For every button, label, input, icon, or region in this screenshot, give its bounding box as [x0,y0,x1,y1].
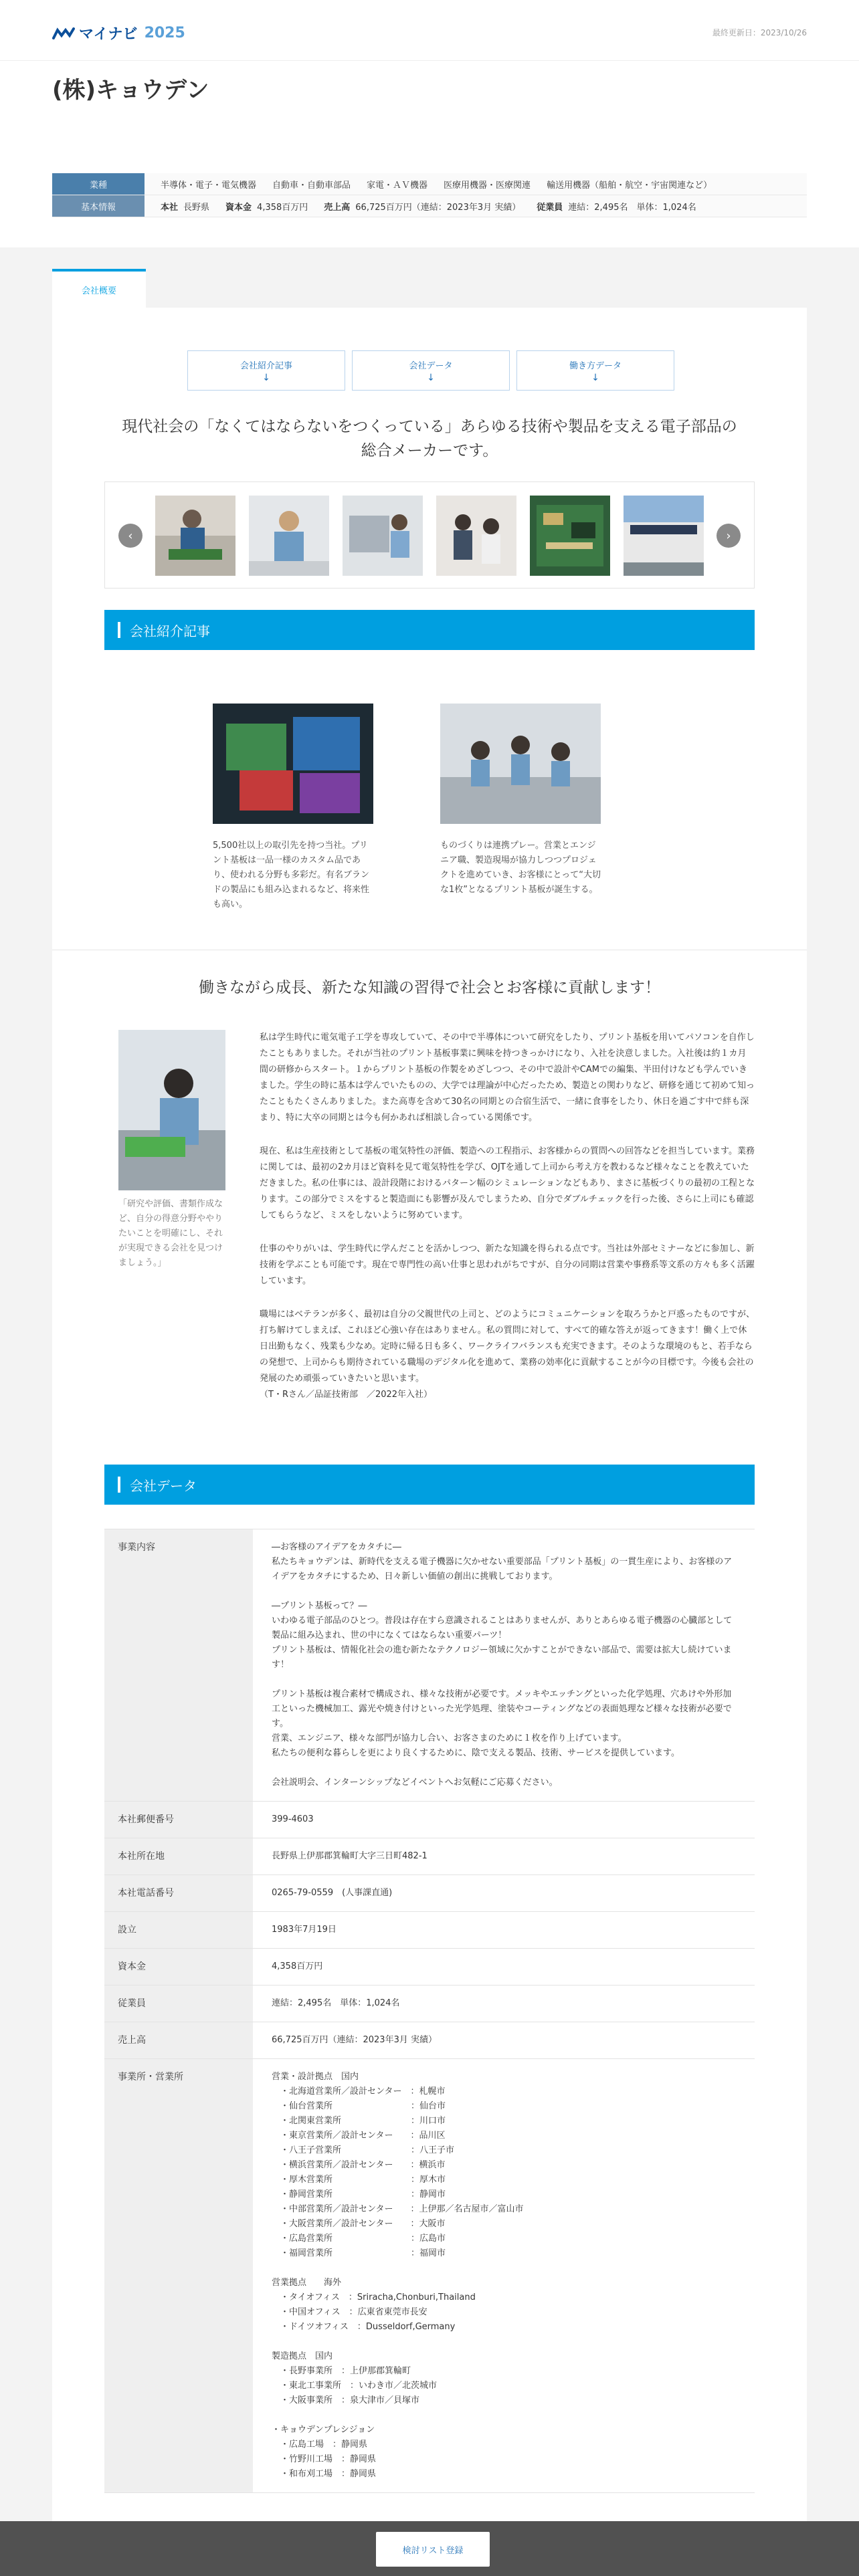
add-to-list-button[interactable]: 検討リスト登録 [376,2532,490,2567]
row-value: 0265-79-0559 (人事課直通) [272,1888,393,1898]
carousel-photo[interactable] [249,496,329,576]
carousel-thumbnails [155,496,704,576]
row-label: 事業所・営業所 [104,2059,253,2492]
table-row [104,2059,755,2493]
photo-carousel [104,481,755,588]
industry-item: 家電・ＡＶ機器 [367,180,428,191]
section-heading-intro: 会社紹介記事 [104,610,755,650]
sales-info [324,200,520,213]
row-value: 399-4603 [272,1814,314,1824]
logo-year: 2025 [144,25,185,41]
row-label: 本社所在地 [104,1838,253,1874]
row-label: 本社電話番号 [104,1875,253,1911]
employees-value: 連結：2,495名 単体：1,024名 [568,202,696,213]
anchor-label: 会社紹介記事 [240,360,292,371]
carousel-photo[interactable] [436,496,516,576]
carousel-prev-button[interactable]: ‹ [118,524,142,548]
catchphrase [92,415,767,463]
article-text: ものづくりは連携プレー。営業とエンジニア職、製造現場が協力しつつプロジェクトを進めていき、お客様にとって“大切な1枚”となるプリント基板が誕生する。 [440,841,601,895]
arrow-down-icon: ↓ [427,372,435,383]
row-value: 連結：2,495名 単体：1,024名 [272,1998,400,2008]
capital-value: 4,358百万円 [257,202,308,213]
carousel-photo[interactable] [155,496,235,576]
arrow-down-icon: ↓ [262,372,270,383]
capital-label: 資本金 [225,202,252,213]
interview-photo [118,1030,225,1190]
table-row [104,1802,755,1838]
anchor-company-data-button[interactable] [352,350,510,391]
carousel-next-button[interactable]: › [717,524,741,548]
carousel-photo[interactable] [624,496,704,576]
table-row [104,1838,755,1875]
industry-item: 自動車・自動車部品 [272,180,351,191]
catchphrase-line: 現代社会の「なくてはならないをつくっている」あらゆる技術や製品を支える電子部品の [122,418,737,435]
table-row [104,1875,755,1912]
basic-info-values [145,195,696,217]
table-row [104,2022,755,2059]
row-value: 66,725百万円（連結：2023年3月 実績） [272,2035,437,2045]
row-value: 長野県上伊那郡箕輪町大字三日町482-1 [272,1851,427,1861]
overview-panel [52,308,807,2576]
interview-paragraph: 職場にはベテランが多く、最初は自分の父親世代の上司と、どのようにコミュニケーションを取ろうかと戸惑ったものですが、打ち解けてしまえば、これほど心強い存在はありません。私の質問に対して、すべて的確な答えが返ってきます！働く上で休日出勤もなく、残業も少なめ。定時に帰る日も多く、ワークライフバランスも充実できます。そのような環境のもと、若手ならの発想で、上司からも期待されている職場のデジタル化を進めて、業務の効率化に貢献することが今の目標です。今後も会社の発展のため頑張っていきたいと思います。 （T・Rさん／品証技術部 ／2022年入社） [260,1309,755,1400]
table-row [104,1949,755,1985]
row-label: 資本金 [104,1949,253,1985]
hq-value: 長野県 [183,202,210,213]
sticky-footer [0,2521,859,2576]
industry-item: 半導体・電子・電気機器 [161,180,257,191]
employees-info [537,200,696,213]
anchor-work-style-button[interactable] [516,350,674,391]
row-value: ―お客様のアイデアをカタチに― 私たちキョウデンは、新時代を支える電子機器に欠かせない重要部品「プリント基板」の一貫生産により、お客様のアイデアをカタチにするため、日々新しい価値の創出に挑戦しております。 ―プリント基板って？― いわゆる電子部品のひとつ。普段は存在すら意識されることはありませんが、ありとあらゆる電子機器の心臓部として製品に組み込まれ、世の中になくてはならない重要パーツ！ プリント基板は、情報化社会の進む新たなテクノロジー領域に欠かすことができない部品で、需要は拡大し続けています！ プリント基板は複合素材で構成され、様々な技術が必要です。メッキやエッチングといった化学処理、穴あけや外形加工といった機械加工、露光や焼き付けといった光学処理、塗装やコーティングなどの表面処理など様々な技術が必要です。 営業、エンジニア、様々な部門が協力し合い、お客さまのために１枚を作り上げています。 私たちの便利な暮らしを更により良くするために、陰で支える製品、技術、サービスを提供しています。 会社説明会、インターンシップなどイベントへお気軽にご応募ください。 [272,1542,733,1788]
row-label: 本社郵便番号 [104,1802,253,1838]
industry-label: 業種 [52,173,145,195]
anchor-intro-article-button[interactable] [187,350,345,391]
article-photo-team-meeting [440,704,601,824]
interview-paragraph: 仕事のやりがいは、学生時代に学んだことを活かしつつ、新たな知識を得られる点です。当社は外部セミナーなどに参加し、新技術を学ぶことも可能です。現在で専門性の高い仕事と思われがちですが、自分の同期は営業や事務系等文系の方々も多く活躍しています。 [260,1244,755,1286]
interview-title: 働きながら成長、新たな知識の習得で社会とお客様に貢献します！ [199,979,660,996]
interview-paragraph: 私は学生時代に電気電子工学を専攻していて、その中で半導体について研究をしたり、プリント基板を用いてパソコンを自作したこともありました。それが当社のプリント基板事業に興味を持つきっかけになり、入社を決意しました。入社後は約１カ月間の研修からスタート。１からプリント基板の作製をめざしつつ、その中で設計やCAMでの編集、半田付けなども学んでいきました。学生の時に基本は学んでいたものの、大学では理論が中心だったため、製造との関わりなど、研修を通じて初めて知ったこともたくさんありました。また高専を含めて30名の同期との合宿生活で、一緒に食事をしたり、休日を過ごす中で絆も深まり、特に大卒の同期とは今も何かあれば相談し合っている関係です。 [260,1033,755,1123]
industry-item: 医療用機器・医療関連 [444,180,531,191]
mynavi-logo-icon [52,27,75,39]
intro-articles [213,704,601,912]
anchor-nav [187,350,674,391]
table-row [104,1912,755,1949]
tab-company-overview[interactable]: 会社概要 [52,269,146,308]
catchphrase-line: 総合メーカーです。 [361,442,498,459]
interview-paragraph: 現在、私は生産技術として基板の電気特性の評価、製造への工程指示、お客様からの質問への回答などを担当しています。業務に関しては、最初の2カ月ほど資料を見て電気特性を学び、OJTを通して上司から考え方を教わるなど様々なことを教えていただきました。私の仕事には、設計段階におけるパターン幅のシミュレーションなどもあり、まさに基板づくりの最初の工程となります。この部分でミスをすると製造面にも影響が及んでしまうため、自分でダブルチェックを行った後、さらに上司にも確認してもらうなど、ミスをしないように努めています。 [260,1146,755,1220]
arrow-down-icon: ↓ [591,372,599,383]
employees-label: 従業員 [537,202,563,213]
row-value: 営業・設計拠点 国内 ・北海道営業所／設計センター ：札幌市 ・仙台営業所 ：仙台市 ・北関東営業所 ：川口市 ・東京営業所／設計センター ：品川区 ・八王子営業所 ：八王子市 ・横浜営業所／設計センター ：横浜市 ・厚木営業所 ：厚木市 ・静岡営業所 ：静岡市 ・中部営業所／設計センター ：上伊那／名古屋市／富山市 ・大阪営業所／設計センター ：大阪市 ・広島営業所 ：広島市 ・福岡営業所 ：福岡市 営業拠点 海外 ・タイオフィス ：Sriracha,Chonburi,Thailand ・中国オフィス ：広東省東莞市長安 ・ドイツオフィス ：Dusseldorf,Germany 製造拠点 国内 ・長野事業所 ：上伊那郡箕輪町 ・東北工事業所 ：いわき市／北茨城市 ・大阪事業所 ：泉大津市／貝塚市 ・キョウデンプレシジョン ・広島工場 ：静岡県 ・竹野川工場 ：静岡県 ・和布刈工場 ：静岡県 [272,2072,524,2479]
carousel-photo[interactable] [530,496,610,576]
carousel-photo[interactable] [343,496,423,576]
basic-info-label: 基本情報 [52,195,145,217]
last-updated: 最終更新日：2023/10/26 [712,28,807,37]
industry-values [145,173,712,195]
sales-value: 66,725百万円（連結：2023年3月 実績） [355,202,521,213]
company-name: (株)キョウデン [52,77,209,104]
industry-row [52,173,807,195]
article-card [440,704,601,912]
row-label: 売上高 [104,2022,253,2058]
basic-info-row [52,195,807,217]
tab-bar [52,269,807,308]
mynavi-logo[interactable] [52,23,185,43]
article-photo-circuit-boards [213,704,373,824]
hq-info [161,200,209,213]
article-card [213,704,373,912]
interview-caption: 「研究や評価、書類作成など、自分の得意分野ややりたいことを明確にし、それが実現できる会社を見つけましょう。」 [118,1199,223,1268]
capital-info [225,200,308,213]
row-value: 1983年7月19日 [272,1925,337,1935]
hq-label: 本社 [161,202,179,213]
interview-body [260,1030,755,1420]
table-row [104,1529,755,1802]
top-header [0,0,859,60]
row-label: 従業員 [104,1985,253,2022]
anchor-label: 会社データ [409,360,453,371]
section-heading-company-data: 会社データ [104,1465,755,1505]
row-label: 事業内容 [104,1529,253,1801]
anchor-label: 働き方データ [569,360,622,371]
row-value: 4,358百万円 [272,1961,323,1971]
logo-text: マイナビ [79,26,138,43]
industry-item: 輸送用機器（船舶・航空・宇宙関連など） [547,180,712,191]
row-label: 設立 [104,1912,253,1948]
company-header [0,60,859,247]
table-row [104,1985,755,2022]
article-text: 5,500社以上の取引先を持つ当社。プリント基板は一品一様のカスタム品であり、使われる分野も多彩だ。有名ブランドの製品にも組み込まれるなど、将来性も高い。 [213,841,370,909]
sales-label: 売上高 [324,202,351,213]
company-info-table [52,173,807,217]
company-data-table [104,1529,755,2493]
